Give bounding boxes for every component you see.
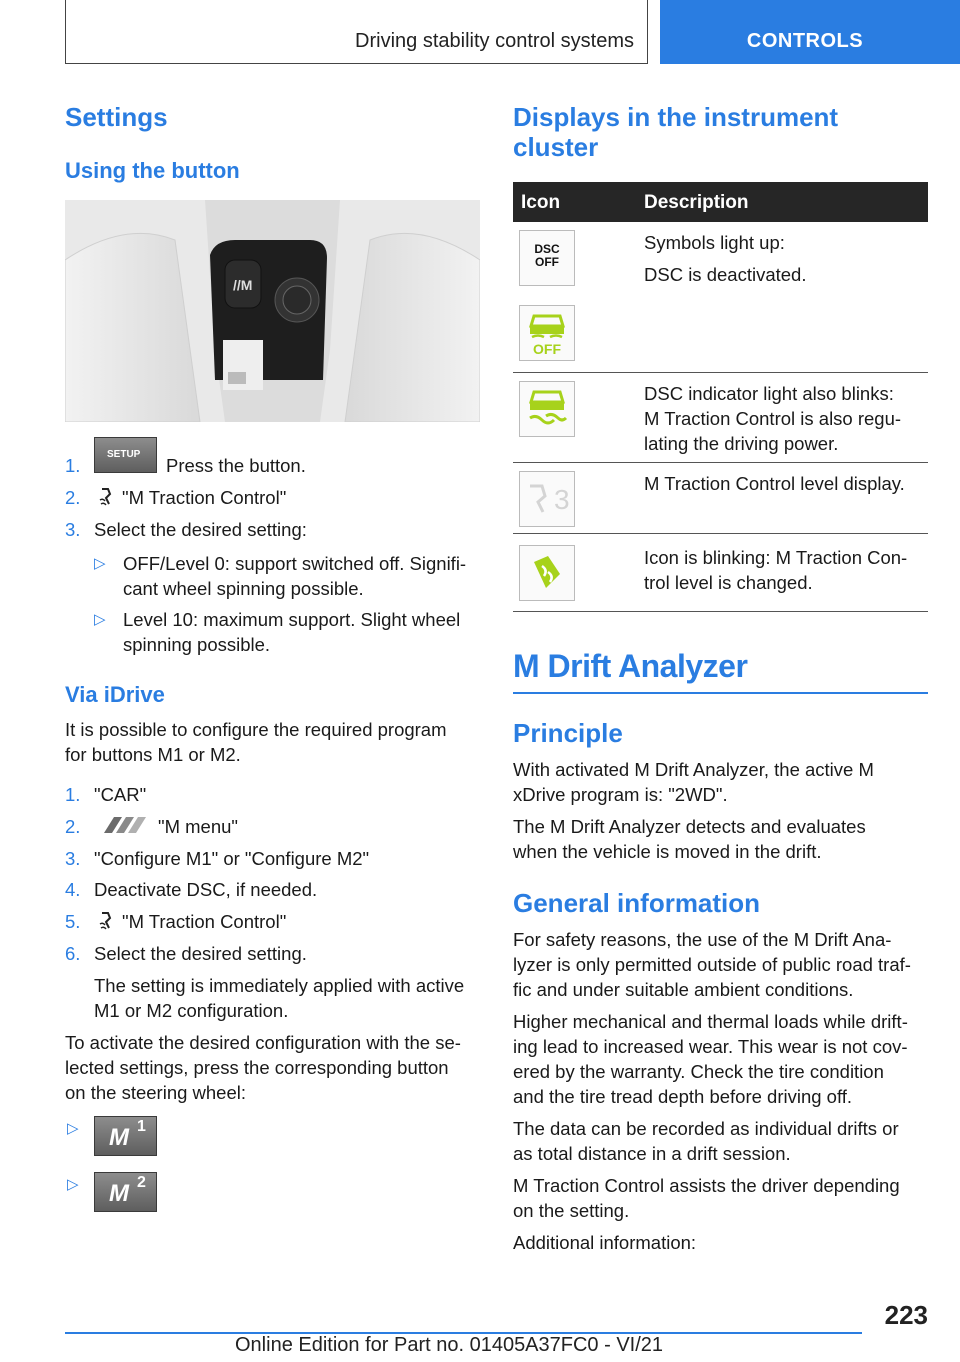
heading-displays: Displays in the instrument cluster: [513, 102, 839, 162]
step-number: 4.: [65, 879, 81, 900]
m2-button-icon: M 2: [94, 1172, 157, 1212]
step-number: 5.: [65, 911, 81, 932]
paragraph: and the tire tread depth before driving off.: [513, 1086, 853, 1107]
heading-rule: [513, 692, 928, 694]
paragraph: M Traction Control assists the driver depending: [513, 1175, 900, 1196]
description-text: DSC is deactivated.: [644, 264, 807, 285]
heading-m-drift-analyzer: M Drift Analyzer: [513, 648, 748, 684]
paragraph: The M Drift Analyzer detects and evaluates: [513, 816, 866, 837]
paragraph: The data can be recorded as individual drifts or: [513, 1118, 899, 1139]
step-text: "Configure M1" or "Configure M2": [94, 848, 370, 869]
paragraph: ered by the warranty. Check the tire condition: [513, 1061, 884, 1082]
description-text: lating the driving power.: [644, 433, 839, 454]
traction-level-changing-icon: [519, 545, 575, 601]
paragraph: With activated M Drift Analyzer, the active M: [513, 759, 874, 780]
paragraph: lected settings, press the corresponding button: [65, 1057, 449, 1078]
traction-control-icon: [98, 910, 116, 932]
step-number: 3.: [65, 848, 81, 869]
bullet-text: spinning possible.: [123, 634, 271, 655]
description-text: Symbols light up:: [644, 232, 785, 253]
row-divider: [513, 462, 928, 463]
bullet-triangle-icon: ▷: [67, 1120, 79, 1137]
description-text: M Traction Control level display.: [644, 473, 905, 494]
step-number: 6.: [65, 943, 81, 964]
page-number: 223: [884, 1300, 928, 1330]
description-text: trol level is changed.: [644, 572, 813, 593]
paragraph: To activate the desired configuration with the se-: [65, 1032, 461, 1053]
step-text: "CAR": [94, 784, 147, 805]
paragraph: Higher mechanical and thermal loads while drift-: [513, 1011, 908, 1032]
heading-using-button: Using the button: [65, 158, 240, 183]
step-number: 2.: [65, 816, 81, 837]
paragraph: fic and under suitable ambient conditions.: [513, 979, 854, 1000]
m1-button-icon: M 1: [94, 1116, 157, 1156]
step-note: The setting is immediately applied with active: [94, 975, 465, 996]
bullet-text: Level 10: maximum support. Slight wheel: [123, 609, 461, 630]
bullet-triangle-icon: ▷: [67, 1176, 79, 1193]
paragraph: when the vehicle is moved in the drift.: [513, 841, 822, 862]
step-number: 1.: [65, 455, 81, 476]
paragraph: For safety reasons, the use of the M Drift Ana-: [513, 929, 892, 950]
paragraph: It is possible to configure the required program: [65, 719, 447, 740]
step-text: Deactivate DSC, if needed.: [94, 879, 318, 900]
bullet-text: OFF/Level 0: support switched off. Signifi-: [123, 553, 467, 574]
description-text: M Traction Control is also regu-: [644, 408, 902, 429]
paragraph: on the setting.: [513, 1200, 630, 1221]
traction-level-icon: 3: [519, 471, 575, 527]
bullet-triangle-icon: ▷: [94, 555, 106, 572]
step-text: "M menu": [158, 816, 238, 837]
description-text: DSC indicator light also blinks:: [644, 383, 894, 404]
column-header-description: Description: [644, 192, 749, 213]
paragraph: Additional information:: [513, 1232, 697, 1253]
row-divider: [513, 611, 928, 612]
paragraph: lyzer is only permitted outside of public road traf-: [513, 954, 911, 975]
description-text: Icon is blinking: M Traction Con-: [644, 547, 908, 568]
setup-button-icon: SETUP: [94, 437, 157, 473]
footer-edition: Online Edition for Part no. 01405A37FC0 - VI/21: [235, 1334, 664, 1356]
m-stripes-icon: [98, 815, 152, 835]
step-number: 1.: [65, 784, 81, 805]
traction-control-icon: [98, 486, 116, 508]
chapter-tab-label: CONTROLS: [746, 30, 864, 52]
step-text: Select the desired setting:: [94, 519, 307, 540]
paragraph: on the steering wheel:: [65, 1082, 247, 1103]
step-text: "M Traction Control": [122, 487, 287, 508]
heading-settings: Settings: [65, 102, 168, 132]
step-note: M1 or M2 configuration.: [94, 1000, 289, 1021]
traction-off-warning-icon: OFF: [519, 305, 575, 361]
dsc-indicator-icon: [519, 381, 575, 437]
step-text: "M Traction Control": [122, 911, 287, 932]
column-header-icon: Icon: [521, 192, 561, 213]
heading-general-information: General information: [513, 888, 761, 918]
paragraph: as total distance in a drift session.: [513, 1143, 791, 1164]
row-divider: [513, 372, 928, 373]
heading-principle: Principle: [513, 718, 623, 748]
paragraph: for buttons M1 or M2.: [65, 744, 241, 765]
row-divider: [513, 533, 928, 534]
section-title: Driving stability control systems: [355, 30, 634, 52]
paragraph: ing lead to increased wear. This wear is not cov-: [513, 1036, 908, 1057]
step-text: Select the desired setting.: [94, 943, 307, 964]
center-console-photo: [65, 200, 480, 422]
bullet-triangle-icon: ▷: [94, 611, 106, 628]
heading-via-idrive: Via iDrive: [65, 682, 165, 707]
dsc-off-icon: DSC OFF: [519, 230, 575, 286]
step-text: Press the button.: [166, 455, 306, 476]
bullet-text: cant wheel spinning possible.: [123, 578, 364, 599]
svg-text://M: //M: [233, 277, 253, 293]
paragraph: xDrive program is: "2WD".: [513, 784, 728, 805]
